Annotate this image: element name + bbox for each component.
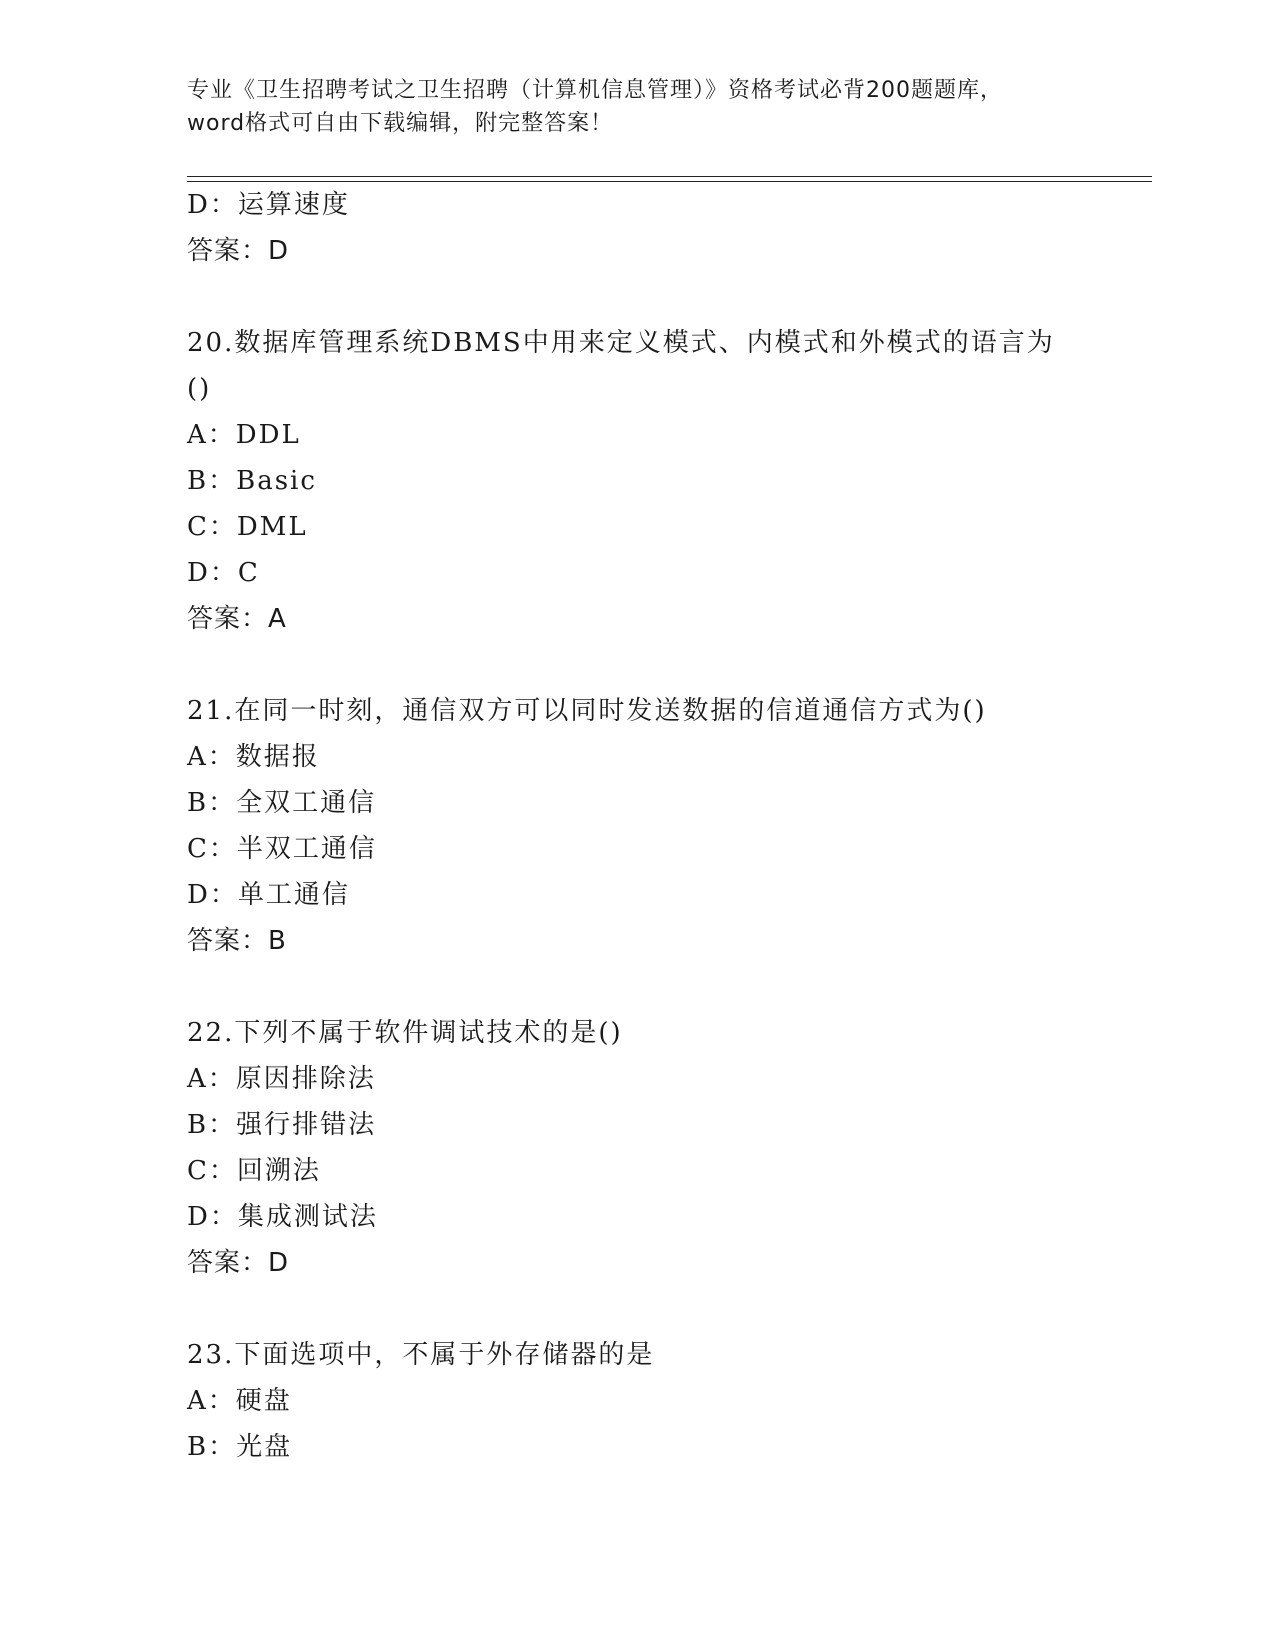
header-divider-top <box>187 176 1152 177</box>
header-divider-bottom <box>187 181 1152 182</box>
question-20 <box>187 326 1152 636</box>
option-b: B：光盘 <box>187 1432 293 1462</box>
header-line-2: word格式可自由下载编辑，附完整答案！ <box>187 111 614 136</box>
question-stem: 22.下列不属于软件调试技术的是() <box>187 1018 623 1048</box>
spacer <box>187 648 1152 694</box>
question-19-tail <box>187 188 1152 268</box>
question-23 <box>187 1338 1152 1464</box>
answer: 答案：D <box>187 1248 290 1278</box>
question-22 <box>187 1016 1152 1280</box>
spacer <box>187 970 1152 1016</box>
question-21 <box>187 694 1152 958</box>
option-c: C：回溯法 <box>187 1156 321 1186</box>
option-c: C：DML <box>187 512 308 542</box>
answer: 答案：A <box>187 604 287 634</box>
option-d: D：集成测试法 <box>187 1202 378 1232</box>
spacer <box>187 1292 1152 1338</box>
option-c: C：半双工通信 <box>187 834 377 864</box>
question-stem: 23.下面选项中，不属于外存储器的是 <box>187 1340 655 1370</box>
option-d: D：C <box>187 558 260 588</box>
document-header <box>187 74 1087 140</box>
question-stem-continued: () <box>187 374 212 404</box>
option-d: D：运算速度 <box>187 190 350 220</box>
option-b: B：强行排错法 <box>187 1110 377 1140</box>
question-list <box>187 188 1152 1476</box>
answer: 答案：B <box>187 926 287 956</box>
option-a: A：原因排除法 <box>187 1064 376 1094</box>
spacer <box>187 280 1152 326</box>
option-b: B：全双工通信 <box>187 788 377 818</box>
option-d: D：单工通信 <box>187 880 350 910</box>
option-a: A：DDL <box>187 420 301 450</box>
option-a: A：硬盘 <box>187 1386 292 1416</box>
question-stem: 21.在同一时刻，通信双方可以同时发送数据的信道通信方式为() <box>187 696 987 726</box>
option-b: B：Basic <box>187 466 317 496</box>
question-stem: 20.数据库管理系统DBMS中用来定义模式、内模式和外模式的语言为 <box>187 328 1055 358</box>
header-line-1: 专业《卫生招聘考试之卫生招聘（计算机信息管理）》资格考试必背200题题库， <box>187 78 1003 103</box>
option-a: A：数据报 <box>187 742 320 772</box>
answer: 答案：D <box>187 236 290 266</box>
